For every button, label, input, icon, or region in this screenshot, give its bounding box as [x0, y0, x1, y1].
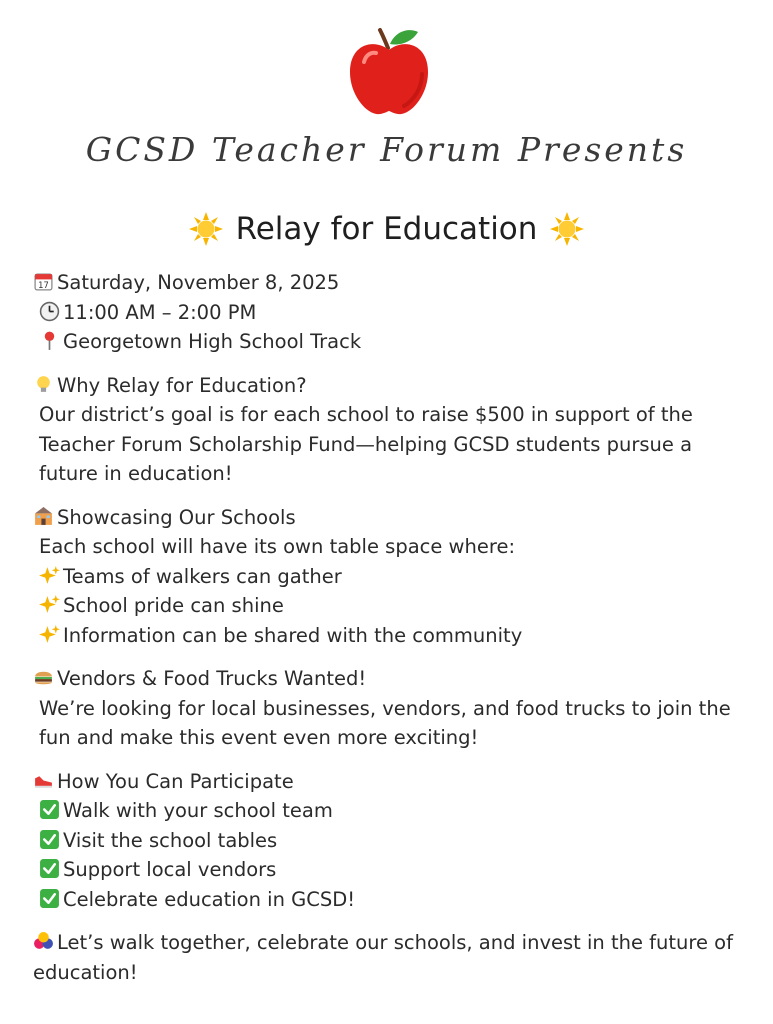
participate-section: [33, 767, 738, 915]
svg-text:17: 17: [38, 279, 49, 290]
forum-subtitle: GCSD Teacher Forum Presents: [85, 130, 688, 169]
lightbulb-icon: [33, 374, 54, 395]
why-heading: Why Relay for Education?: [33, 371, 738, 401]
why-text: Our district’s goal is for each school to raise $500 in support of the Teacher Forum Scholarship Fund—helping GCSD students pursue a future in education!: [39, 403, 693, 485]
check-mark-icon: [39, 799, 60, 820]
event-details: [33, 268, 738, 357]
sparkles-icon: [39, 624, 60, 645]
list-item: Celebrate education in GCSD!: [33, 885, 738, 915]
calendar-icon: [33, 271, 54, 292]
flyer-content: [33, 268, 738, 1001]
list-item: School pride can shine: [33, 591, 738, 621]
celebration-icon: [33, 931, 54, 952]
list-item: Teams of walkers can gather: [33, 562, 738, 592]
vendors-section: [33, 664, 738, 753]
showcase-intro: Each school will have its own table space where:: [39, 535, 516, 558]
sun-icon: [188, 211, 224, 247]
clock-icon: [39, 301, 60, 322]
burger-icon: [33, 667, 54, 688]
page-title: Relay for Education: [235, 211, 538, 247]
sparkles-icon: [39, 594, 60, 615]
list-item: Support local vendors: [33, 855, 738, 885]
closing-text: Let’s walk together, celebrate our schools, and invest in the future of education!: [33, 931, 733, 984]
showcase-section: [33, 503, 738, 651]
event-location: Georgetown High School Track: [33, 327, 738, 357]
showcase-heading: Showcasing Our Schools: [33, 503, 738, 533]
why-section: [33, 371, 738, 489]
sneaker-icon: [33, 770, 54, 791]
sun-icon: [549, 211, 585, 247]
school-icon: [33, 506, 54, 527]
event-time: 11:00 AM – 2:00 PM: [33, 298, 738, 328]
check-mark-icon: [39, 829, 60, 850]
list-item: Information can be shared with the community: [33, 621, 738, 651]
closing-section: [33, 928, 738, 987]
participate-heading: How You Can Participate: [33, 767, 738, 797]
vendors-heading: Vendors & Food Trucks Wanted!: [33, 664, 738, 694]
sparkles-icon: [39, 565, 60, 586]
list-item: Visit the school tables: [33, 826, 738, 856]
apple-icon: [344, 26, 434, 118]
list-item: Walk with your school team: [33, 796, 738, 826]
pushpin-icon: [39, 330, 60, 351]
vendors-text: We’re looking for local businesses, vendors, and food trucks to join the fun and make this event even more exciting!: [39, 696, 731, 749]
check-mark-icon: [39, 858, 60, 879]
page-title-row: [0, 206, 773, 252]
check-mark-icon: [39, 888, 60, 909]
event-date: 17 Saturday, November 8, 2025: [33, 268, 738, 298]
